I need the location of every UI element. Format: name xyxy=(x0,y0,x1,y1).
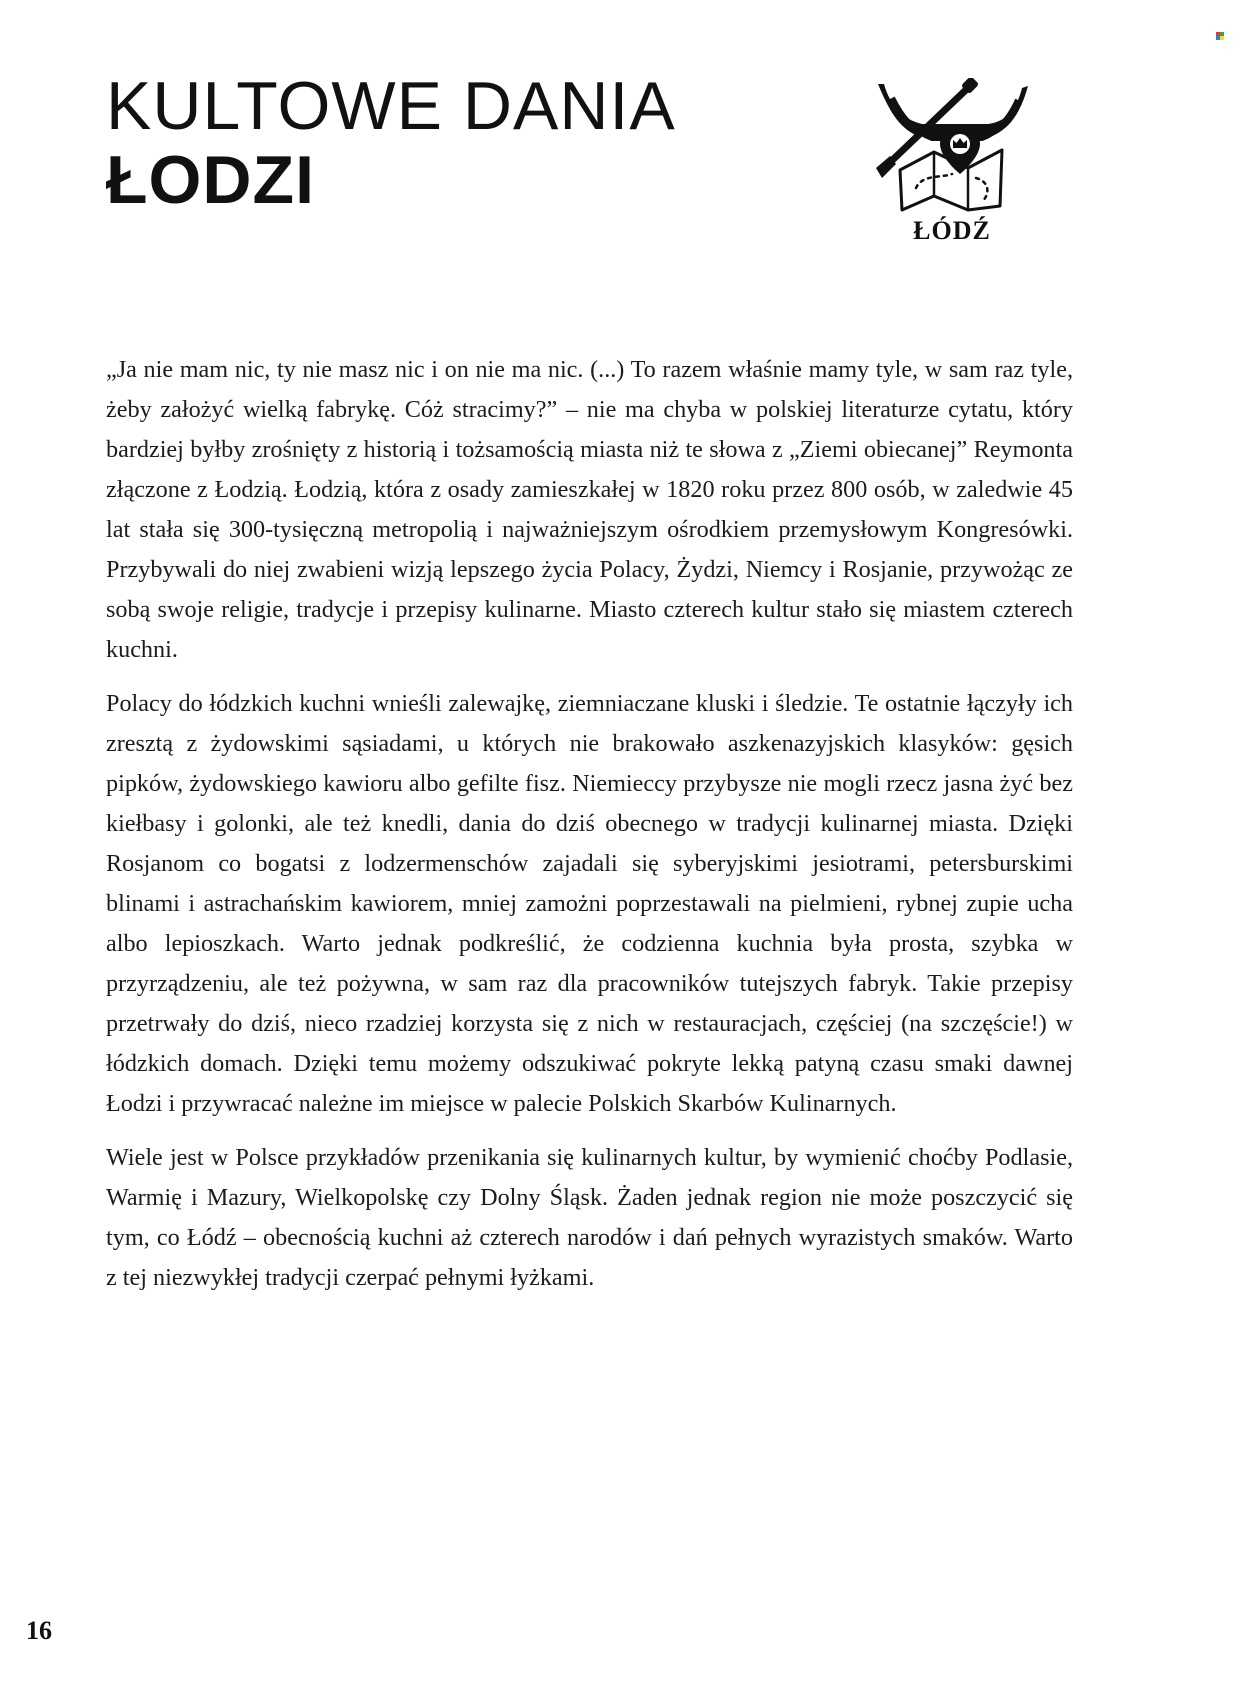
page-title xyxy=(106,68,676,218)
page-number: 16 xyxy=(26,1616,52,1645)
color-registration-mark-icon xyxy=(1216,32,1226,42)
page-title-line2: ŁODZI xyxy=(106,142,315,218)
lodz-boat-oar-map-pin-icon xyxy=(872,78,1032,213)
paragraph: Polacy do łódzkich kuchni wnieśli zalewajkę, ziemniaczane kluski i śledzie. Te ostatnie łączyły ich zresztą z żydowskimi sąsiadami, u których nie brakowało aszkenazyjskich klasyków: gęsich pipków, żydowskiego kawioru albo gefilte fisz. Niemieccy przybysze nie mogli rzecz jasna żyć bez kiełbasy i golonki, ale też knedli, dania do dziś obecnego w tradycji kulinarnej miasta. Dzięki Rosjanom co bogatsi z lodzermenschów zajadali się syberyjskimi jesiotrami, petersburskimi blinami i astrachańskim kawiorem, mniej zamożni poprzestawali na pielmieni, rybnej zupie ucha albo lepioszkach. Warto jednak podkreślić, że codzienna kuchnia była prosta, szybka w przyrządzeniu, ale też pożywna, w sam raz dla pracowników tutejszych fabryk. Takie przepisy przetrwały do dziś, nieco rzadziej korzysta się z nich w restauracjach, częściej (na szczęście!) w łódzkich domach. Dzięki temu możemy odszukiwać pokryte lekką patyną czasu smaki dawnej Łodzi i przywracać należne im miejsce w palecie Polskich Skarbów Kulinarnych. xyxy=(106,690,1073,1117)
article-body xyxy=(106,350,1073,1312)
page-title-line1: KULTOWE DANIA xyxy=(106,68,676,144)
emblem-city-label: ŁÓDŹ xyxy=(913,216,991,245)
paragraph: Wiele jest w Polsce przykładów przenikania się kulinarnych kultur, by wymienić choćby Podlasie, Warmię i Mazury, Wielkopolskę czy Dolny Śląsk. Żaden jednak region nie może poszczycić się tym, co Łódź – obecnością kuchni aż czterech narodów i dań pełnych wyrazistych smaków. Warto z tej niezwykłej tradycji czerpać pełnymi łyżkami. xyxy=(106,1144,1073,1291)
lodz-emblem xyxy=(872,78,1032,248)
paragraph: „Ja nie mam nic, ty nie masz nic i on nie ma nic. (...) To razem właśnie mamy tyle, w sam raz tyle, żeby założyć wielką fabrykę. Cóż stracimy?” – nie ma chyba w polskiej literaturze cytatu, który bardziej byłby zrośnięty z historią i tożsamością miasta niż te słowa z „Ziemi obiecanej” Reymonta złączone z Łodzią. Łodzią, która z osady zamieszkałej w 1820 roku przez 800 osób, w zaledwie 45 lat stała się 300-tysięczną metropolią i najważniejszym ośrodkiem przemysłowym Kongresówki. Przybywali do niej zwabieni wizją lepszego życia Polacy, Żydzi, Niemcy i Rosjanie, przywożąc ze sobą swoje religie, tradycje i przepisy kulinarne. Miasto czterech kultur stało się miastem czterech kuchni. xyxy=(106,356,1073,663)
